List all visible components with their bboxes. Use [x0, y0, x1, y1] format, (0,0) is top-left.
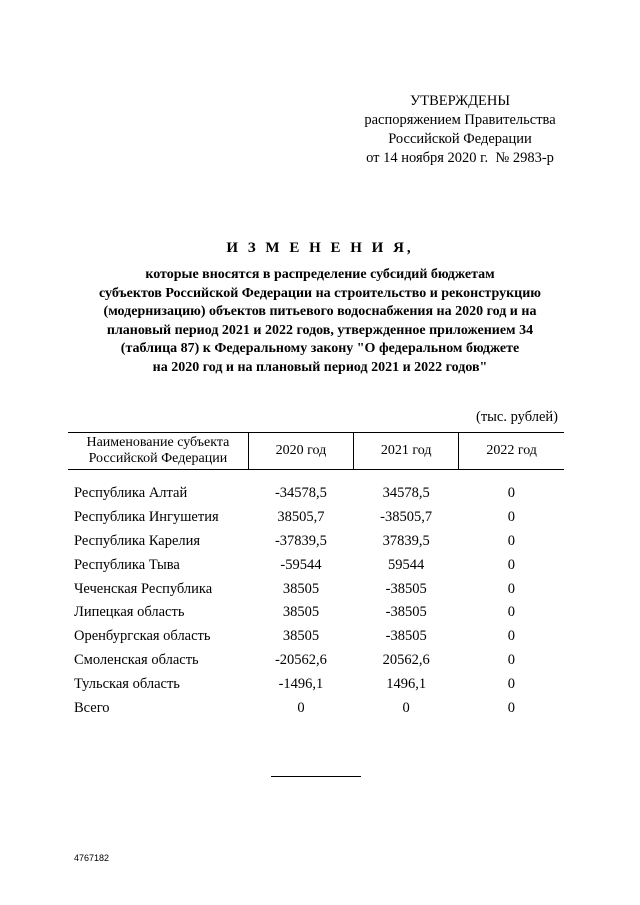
row-value-2021: -38505 [385, 628, 427, 645]
row-value-2020: 38505 [282, 580, 320, 597]
row-subject-name: Чеченская Республика [74, 580, 213, 597]
row-value-2021: 34578,5 [382, 485, 430, 502]
row-value-2020: 38505 [282, 628, 320, 645]
row-value-2021: 0 [402, 699, 410, 716]
table-row [68, 601, 564, 625]
header-subject-name: Наименование субъекта Российской Федерации [68, 433, 248, 470]
row-value-2021: 20562,6 [382, 651, 430, 668]
row-value-2021: -38505 [385, 604, 427, 621]
approval-line-2: распоряжением Правительства [364, 112, 556, 128]
table-row [68, 530, 564, 554]
subtitle-line-5: (таблица 87) к Федеральному закону "О федеральном бюджете [120, 341, 520, 356]
row-subject-name: Республика Ингушетия [74, 509, 219, 526]
row-value-2020: -37839,5 [274, 532, 327, 549]
row-value-2022: 0 [507, 675, 515, 692]
document-number: 4767182 [74, 853, 110, 863]
row-value-2020: 0 [297, 699, 305, 716]
table-row [68, 553, 564, 577]
row-value-2021: 1496,1 [386, 675, 427, 692]
row-value-2022: 0 [507, 580, 515, 597]
row-value-2021: 59544 [388, 556, 425, 573]
approval-line-3: Российской Федерации [388, 131, 532, 147]
table-header [68, 432, 564, 470]
subtitle-line-3: (модернизацию) объектов питьевого водоснабжения на 2020 год и на [103, 304, 537, 319]
header-2021: 2021 год [354, 433, 459, 470]
row-value-2020: 38505 [282, 604, 320, 621]
approval-block [345, 92, 575, 168]
document-subtitle [60, 266, 580, 377]
row-value-2022: 0 [507, 628, 515, 645]
row-subject-name: Республика Тыва [74, 556, 180, 573]
row-value-2020: -20562,6 [274, 651, 327, 668]
table-row [68, 506, 564, 530]
closing-rule [271, 776, 361, 777]
row-value-2022: 0 [507, 509, 515, 526]
header-2020: 2020 год [248, 433, 353, 470]
row-subject-name: Смоленская область [74, 651, 199, 668]
row-value-2022: 0 [507, 604, 515, 621]
row-subject-name: Липецкая область [74, 604, 185, 621]
table-row [68, 649, 564, 673]
subtitle-line-6: на 2020 год и на плановый период 2021 и 2022 годов" [152, 359, 488, 375]
row-value-2020: -59544 [280, 556, 322, 573]
row-value-2022: 0 [507, 532, 515, 549]
row-value-2021: 37839,5 [382, 532, 430, 549]
row-value-2022: 0 [507, 651, 515, 668]
row-value-2022: 0 [507, 699, 515, 716]
subtitle-line-2: субъектов Российской Федерации на строительство и реконструкцию [99, 285, 541, 301]
row-subject-name: Оренбургская область [74, 628, 211, 645]
table-row [68, 672, 564, 696]
table-row [68, 482, 564, 506]
subtitle-line-1: которые вносятся в распределение субсидий бюджетам [145, 267, 495, 282]
row-value-2020: -34578,5 [274, 485, 327, 502]
table-row [68, 625, 564, 649]
approval-heading: УТВЕРЖДЕНЫ [409, 93, 511, 109]
row-value-2022: 0 [507, 556, 515, 573]
row-subject-name: Республика Карелия [74, 532, 201, 549]
header-2022: 2022 год [459, 433, 564, 470]
approval-date-number: от 14 ноября 2020 г. № 2983-р [366, 150, 554, 166]
table-row [68, 577, 564, 601]
row-value-2021: -38505,7 [380, 509, 433, 526]
row-value-2020: 38505,7 [277, 509, 325, 526]
row-subject-name: Тульская область [74, 675, 180, 692]
row-value-2022: 0 [507, 485, 515, 502]
row-value-2020: -1496,1 [278, 675, 324, 692]
row-subject-name: Всего [74, 699, 110, 716]
row-subject-name: Республика Алтай [74, 485, 188, 502]
row-value-2021: -38505 [385, 580, 427, 597]
subtitle-line-4: плановый период 2021 и 2022 годов, утвержденное приложением 34 [106, 322, 534, 338]
subsidy-table [68, 482, 564, 720]
table-row [68, 696, 564, 720]
document-title: И З М Е Н Е Н И Я, [226, 240, 414, 256]
unit-label: (тыс. рублей) [476, 409, 558, 425]
